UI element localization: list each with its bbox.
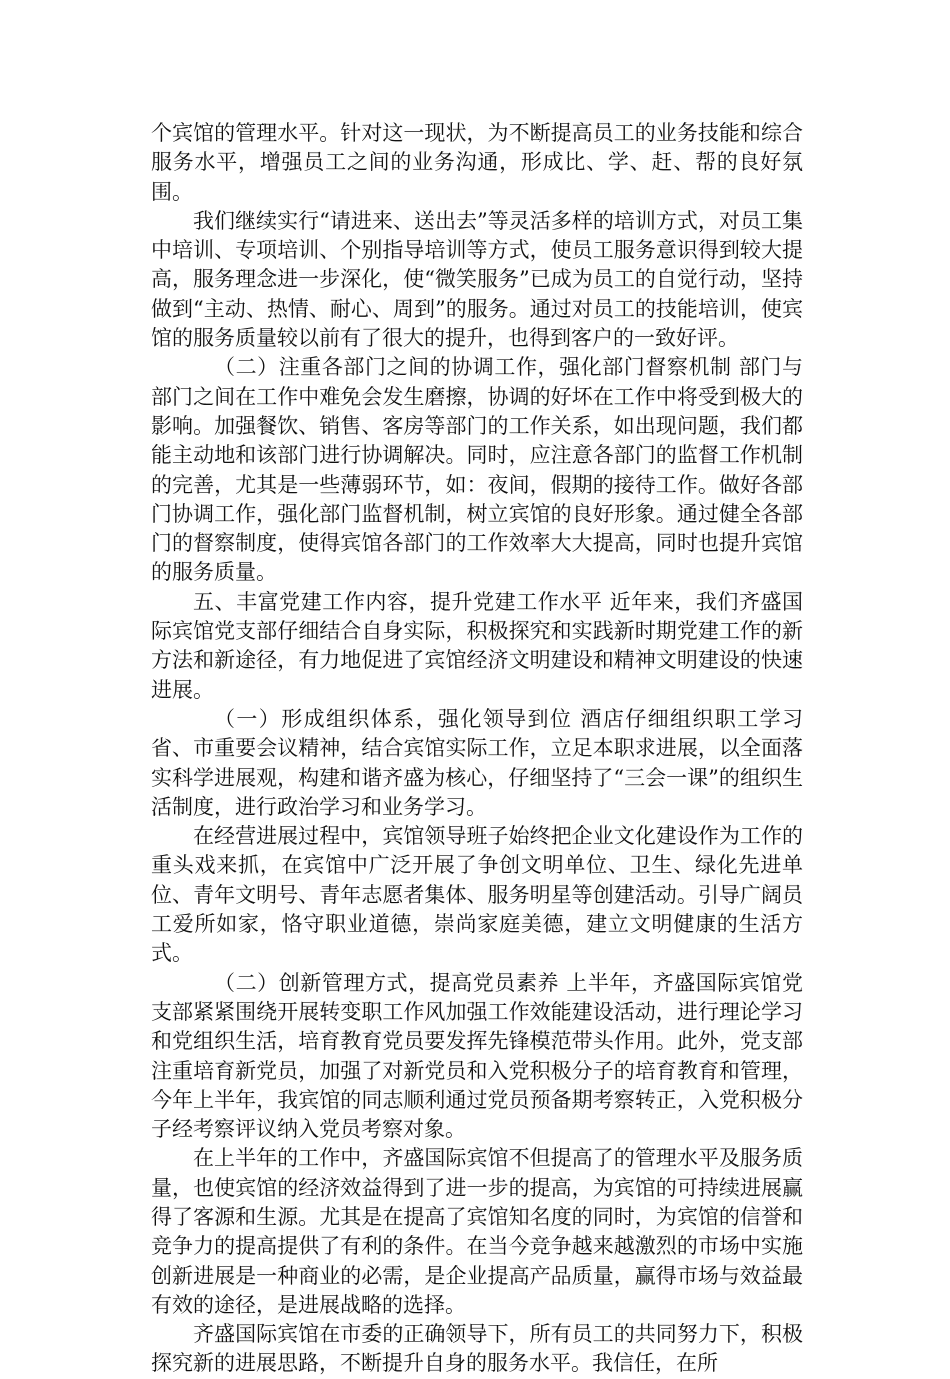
- paragraph-management: （二）创新管理方式，提高党员素养 上半年，齐盛国际宾馆党支部紧紧围绕开展转变职工作风加强工作效能建设活动，进行理论学习和党组织生活，培育教育党员要发挥先锋模范带头作用。此外，党支部注重培育新党员，加强了对新党员和入党积极分子的培育教育和管理，今年上半年，我宾馆的同志顺利通过党员预备期考察转正，入党积极分子经考察评议纳入党员考察对象。: [151, 970, 803, 1142]
- paragraph-continuation: 个宾馆的管理水平。针对这一现状，为不断提高员工的业务技能和综合服务水平，增强员工之间的业务沟通，形成比、学、赶、帮的良好氛围。: [151, 121, 803, 204]
- paragraph-summary: 在上半年的工作中，齐盛国际宾馆不但提高了的管理水平及服务质量，也使宾馆的经济效益得到了进一步的提高，为宾馆的可持续进展赢得了客源和生源。尤其是在提高了宾馆知名度的同时，为宾馆的信誉和竞争力的提高提供了有利的条件。在当今竞争越来越激烈的市场中实施创新进展是一种商业的必需，是企业提高产品质量，赢得市场与效益最有效的途径，是进展战略的选择。: [151, 1146, 803, 1317]
- paragraph-culture: 在经营进展过程中，宾馆领导班子始终把企业文化建设作为工作的重头戏来抓，在宾馆中广泛开展了争创文明单位、卫生、绿化先进单位、青年文明号、青年志愿者集体、服务明星等创建活动。引导广阔员工爱所如家，恪守职业道德，崇尚家庭美德，建立文明健康的生活方式。: [151, 824, 803, 966]
- paragraph-party-building: 五、丰富党建工作内容，提升党建工作水平 近年来，我们齐盛国际宾馆党支部仔细结合自身实际，积极探究和实践新时期党建工作的新方法和新途径，有力地促进了宾馆经济文明建设和精神文明建设的快速进展。: [151, 589, 803, 702]
- paragraph-organization: （一）形成组织体系，强化领导到位 酒店仔细组织职工学习省、市重要会议精神，结合宾馆实际工作，立足本职求进展，以全面落实科学进展观，构建和谐齐盛为核心，仔细坚持了“三会一课”的组织生活制度，进行政治学习和业务学习。: [151, 706, 803, 819]
- paragraph-training: 我们继续实行“请进来、送出去”等灵活多样的培训方式，对员工集中培训、专项培训、个别指导培训等方式，使员工服务意识得到较大提高，服务理念进一步深化，使“微笑服务”已成为员工的自觉行动，坚持做到“主动、热情、耐心、周到”的服务。通过对员工的技能培训，使宾馆的服务质量较以前有了很大的提升，也得到客户的一致好评。: [151, 208, 803, 351]
- document-body: [151, 119, 803, 1379]
- paragraph-coordination: （二）注重各部门之间的协调工作，强化部门督察机制 部门与部门之间在工作中难免会发生磨擦，协调的好坏在工作中将受到极大的影响。加强餐饮、销售、客房等部门的工作关系，如出现问题，我们都能主动地和该部门进行协调解决。同时，应注意各部门的监督工作机制的完善，尤其是一些薄弱环节，如：夜间，假期的接待工作。做好各部门协调工作，强化部门监督机制，树立宾馆的良好形象。通过健全各部门的督察制度，使得宾馆各部门的工作效率大大提高，同时也提升宾馆的服务质量。: [151, 355, 803, 585]
- paragraph-closing: 齐盛国际宾馆在市委的正确领导下，所有员工的共同努力下，积极探究新的进展思路，不断提升自身的服务水平。我信任，在所: [151, 1322, 803, 1376]
